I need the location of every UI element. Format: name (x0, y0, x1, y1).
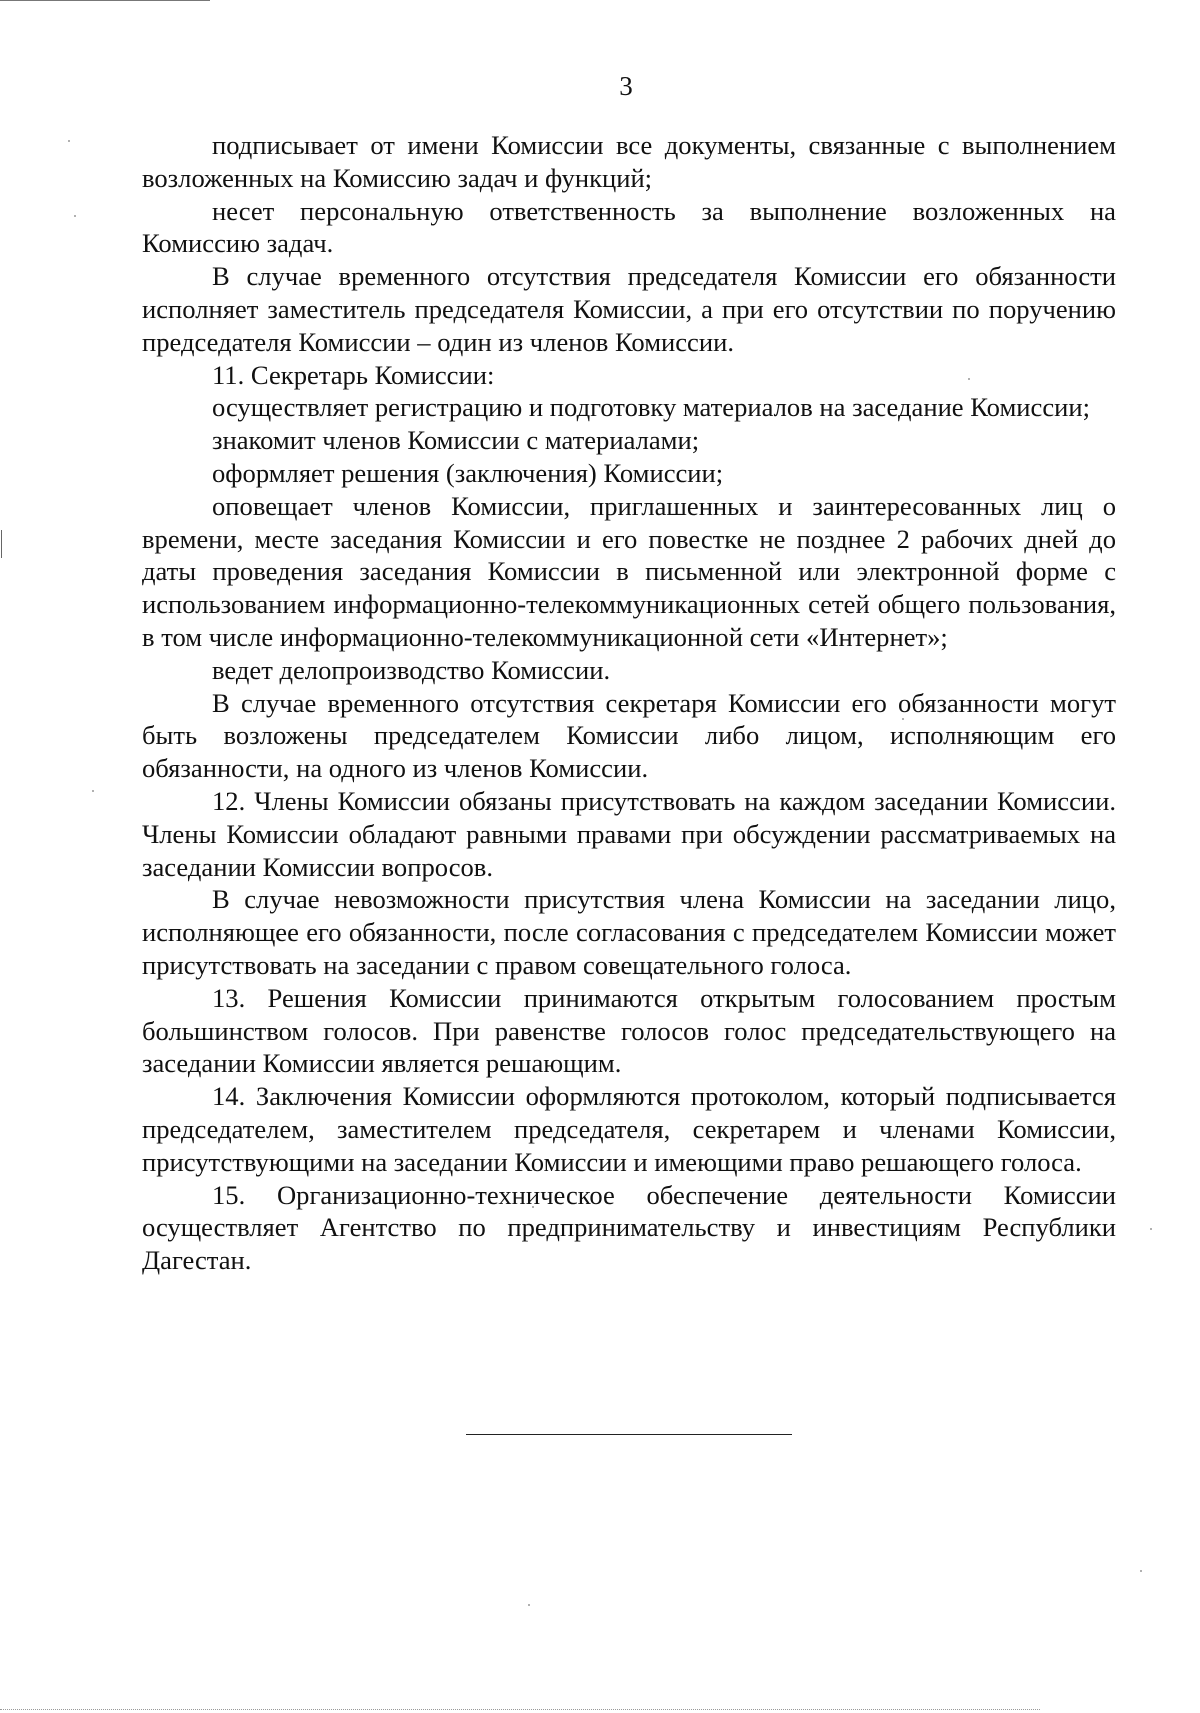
scan-speck (1140, 1570, 1142, 1572)
page-number: 3 (619, 71, 633, 101)
paragraph: несет персональную ответственность за выполнение возложенных на Комиссию задач. (142, 195, 1116, 259)
scan-edge-top (0, 0, 210, 1)
document-body (142, 129, 1116, 1277)
clause-13: 13. Решения Комиссии принимаются открытым голосованием простым большинством голосов. При равенстве голосов голос председательствующего на заседании Комиссии является решающим. (142, 982, 1116, 1079)
section-heading-11: 11. Секретарь Комиссии: (212, 359, 495, 390)
paragraph: оформляет решения (заключения) Комиссии; (212, 457, 724, 488)
paragraph: знакомит членов Комиссии с материалами; (212, 425, 700, 456)
end-of-document-rule (466, 1434, 792, 1435)
scan-speck (68, 140, 70, 142)
clause-14: 14. Заключения Комиссии оформляются протоколом, который подписывается председателем, заместителем председателя, секретарем и членами Комиссии, присутствующими на заседании Комиссии и имеющими право решающего голоса. (142, 1081, 1116, 1177)
scan-edge-bottom (0, 1709, 1040, 1710)
paragraph: В случае невозможности присутствия члена Комиссии на заседании лицо, исполняющее его обязанности, после согласования с председателем Комиссии может присутствовать на заседании с правом совещательного голоса. (142, 884, 1116, 980)
scan-speck (528, 1604, 530, 1606)
paragraph: подписывает от имени Комиссии все документы, связанные с выполнением возложенных на Комиссию задач и функций; (142, 130, 1116, 193)
paragraph: осуществляет регистрацию и подготовку материалов на заседание Комиссии; (212, 392, 1090, 423)
paragraph: В случае временного отсутствия секретаря Комиссии его обязанности могут быть возложены председателем Комиссии либо лицом, исполняющим его обязанности, на одного из членов Комиссии. (142, 687, 1116, 784)
scan-edge-left (1, 530, 2, 558)
clause-12: 12. Члены Комиссии обязаны присутствовать на каждом заседании Комиссии. Члены Комиссии обладают равными правами при обсуждении рассматриваемых на заседании Комиссии вопросов. (142, 785, 1116, 882)
paragraph: ведет делопроизводство Комиссии. (212, 654, 611, 685)
scan-speck (1150, 1228, 1152, 1230)
clause-15: 15. Организационно-техническое обеспечение деятельности Комиссии осуществляет Агентство по предпринимательству и инвестициям Республики Дагестан. (142, 1179, 1116, 1276)
paragraph: оповещает членов Комиссии, приглашенных и заинтересованных лиц о времени, месте заседания Комиссии и его повестке не позднее 2 рабочих дней до даты проведения заседания Комиссии в письменной или электронной форме с использованием информационно-телекоммуникационных сетей общего пользования, в том числе информационно-телекоммуникационной сети «Интернет»; (142, 490, 1116, 652)
scan-speck (74, 215, 76, 217)
paragraph: В случае временного отсутствия председателя Комиссии его обязанности исполняет заместитель председателя Комиссии, а при его отсутствии по поручению председателя Комиссии – один из членов Комиссии. (142, 261, 1116, 357)
scan-speck (92, 790, 94, 792)
